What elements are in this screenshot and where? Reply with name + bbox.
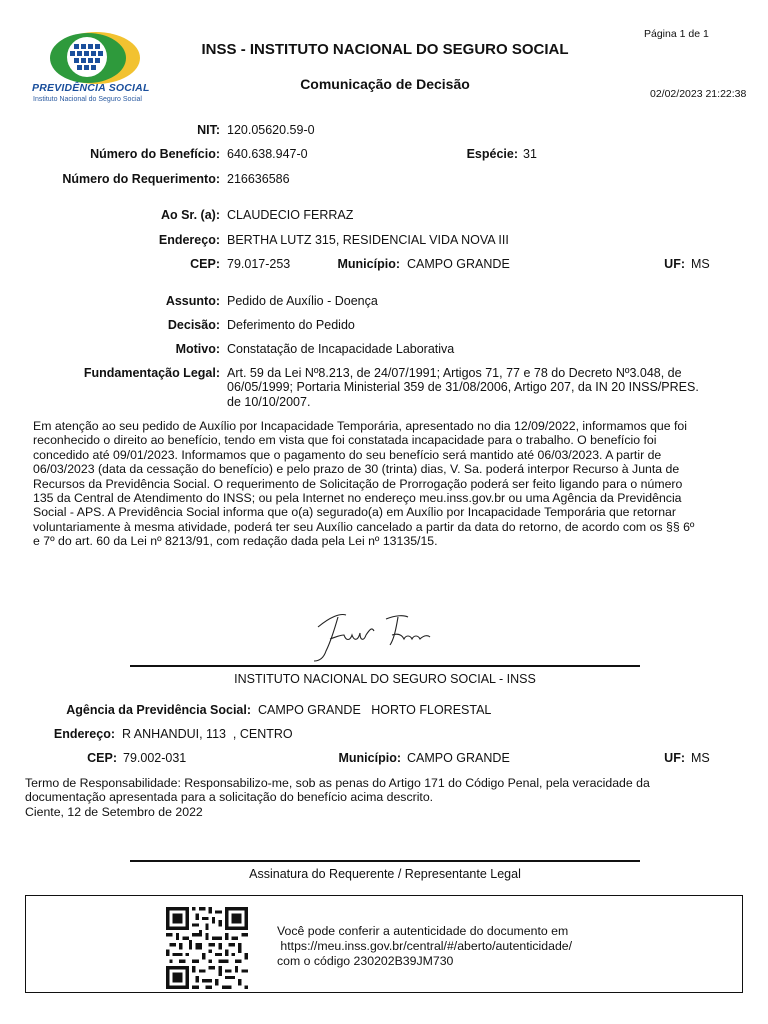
motivo-label: Motivo: (175, 342, 220, 356)
nit-label: NIT: (197, 123, 220, 137)
responsibility-line: Ciente, 12 de Setembro de 2022 (25, 804, 203, 819)
fundamentacao-line: de 10/10/2007. (227, 394, 311, 409)
assunto-value: Pedido de Auxílio - Doença (227, 294, 378, 308)
applicant-signature-line (130, 860, 640, 862)
uf-label: UF: (664, 257, 685, 271)
recipient-label: Ao Sr. (a): (160, 208, 220, 222)
especie-label: Espécie: (466, 147, 518, 161)
paragraph-line: 06/03/2023 (data da cessação do benefício) e pelo prazo de 30 (trinta) dias, V. Sa. poderá interpor Recurso à Junta de (33, 462, 680, 477)
cep-value: 79.017-253 (227, 257, 291, 271)
responsibility-line: Termo de Responsabilidade: Responsabilizo-me, sob as penas do Artigo 171 do Código Penal, pela veracidade da (25, 776, 650, 790)
municipio-label: Município: (337, 257, 400, 271)
decision-paragraph (33, 419, 756, 549)
requerimento-value: 216636586 (227, 172, 290, 186)
beneficio-value: 640.638.947-0 (227, 147, 308, 161)
paragraph-line: Recursos da Previdência Social. O requerimento de Solicitação de Prorrogação poderá ser feito ligando para o número (33, 476, 683, 491)
logo-subtitle: Instituto Nacional do Seguro Social (33, 96, 142, 103)
page-number: Página 1 de 1 (644, 28, 709, 40)
paragraph-line: voluntariamente à mesma atividade, poderá ter seu Auxílio cancelado a partir da data do retorno, de acordo com os §§ 6º (33, 519, 695, 534)
qr-code-icon (166, 907, 248, 989)
assunto-label: Assunto: (165, 294, 220, 308)
recipient-name: CLAUDECIO FERRAZ (227, 208, 354, 222)
fundamentacao-label: Fundamentação Legal: (83, 366, 220, 380)
agency-address-value: R ANHANDUI, 113 , CENTRO (122, 727, 293, 741)
paragraph-line: Social - APS. A Previdência Social informa que o(a) segurado(a) em Auxílio por Incapacidade Temporária que retornar (33, 505, 676, 520)
paragraph-line: concedido até 09/01/2023. Informamos que o pagamento do seu benefício será mantido até 06/03/2023. A partir de (33, 447, 662, 462)
decisao-value: Deferimento do Pedido (227, 318, 355, 332)
paragraph-line: e 7º do art. 60 da Lei nº 8213/91, com redação dada pela Lei nº 13135/15. (33, 534, 438, 549)
agency-uf-label: UF: (664, 751, 685, 765)
agencia-label: Agência da Previdência Social: (66, 703, 251, 717)
responsibility-term (25, 776, 756, 819)
timestamp: 02/02/2023 21:22:38 (650, 88, 747, 100)
document-subtitle: Comunicação de Decisão (300, 76, 470, 92)
agency-municipio-value: CAMPO GRANDE (407, 751, 510, 765)
verification-url[interactable]: https://meu.inss.gov.br/central/#/aberto/autenticidade/ (277, 939, 573, 953)
handwritten-signature (300, 605, 460, 667)
document-title: INSS - INSTITUTO NACIONAL DO SEGURO SOCIAL (201, 41, 569, 58)
responsibility-line: documentação apresentada para a solicitação do benefício acima descrito. (25, 790, 434, 805)
verification-text (277, 924, 572, 969)
address-label: Endereço: (158, 233, 220, 247)
beneficio-label: Número do Benefício: (90, 147, 220, 161)
agency-cep-label: CEP: (87, 751, 117, 765)
verification-code: com o código 230202B39JM730 (277, 954, 454, 968)
fundamentacao-line: 06/05/1999; Portaria Ministerial 359 de 31/08/2006, Artigo 207, da IN 20 INSS/PRES. (227, 380, 699, 395)
especie-value: 31 (523, 147, 537, 161)
cep-label: CEP: (190, 257, 220, 271)
agencia-value: CAMPO GRANDE HORTO FLORESTAL (258, 703, 492, 717)
agency-municipio-label: Município: (338, 751, 401, 765)
fundamentacao-text (227, 366, 699, 409)
paragraph-line: reconhecido o direito ao benefício, tendo em vista que foi constatada incapacidade para o trabalho. O benefício foi (33, 433, 657, 448)
agency-address-label: Endereço: (53, 727, 115, 741)
address-value: BERTHA LUTZ 315, RESIDENCIAL VIDA NOVA III (227, 233, 509, 247)
signature-line (130, 665, 640, 667)
paragraph-line: Em atenção ao seu pedido de Auxílio por Incapacidade Temporária, apresentado no dia 12/09/2022, informamos que foi (33, 419, 687, 433)
uf-value: MS (691, 257, 710, 271)
agency-cep-value: 79.002-031 (123, 751, 187, 765)
fundamentacao-line: Art. 59 da Lei Nº8.213, de 24/07/1991; Artigos 71, 77 e 78 do Decreto Nº3.048, de (227, 366, 682, 380)
logo-name: PREVIDÊNCIA SOCIAL (32, 82, 150, 94)
nit-value: 120.05620.59-0 (227, 123, 315, 137)
agency-uf-value: MS (691, 751, 710, 765)
institution-name: INSTITUTO NACIONAL DO SEGURO SOCIAL - INSS (234, 672, 536, 686)
municipio-value: CAMPO GRANDE (407, 257, 510, 271)
paragraph-line: 135 da Central de Atendimento do INSS; ou pela Internet no endereço meu.inss.gov.br ou uma Agência da Previdência (33, 491, 682, 506)
requerimento-label: Número do Requerimento: (62, 172, 220, 186)
verification-line: Você pode conferir a autenticidade do documento em (277, 924, 569, 938)
decisao-label: Decisão: (167, 318, 220, 332)
motivo-value: Constatação de Incapacidade Laborativa (227, 342, 455, 356)
applicant-signature-caption: Assinatura do Requerente / Representante Legal (249, 867, 521, 881)
